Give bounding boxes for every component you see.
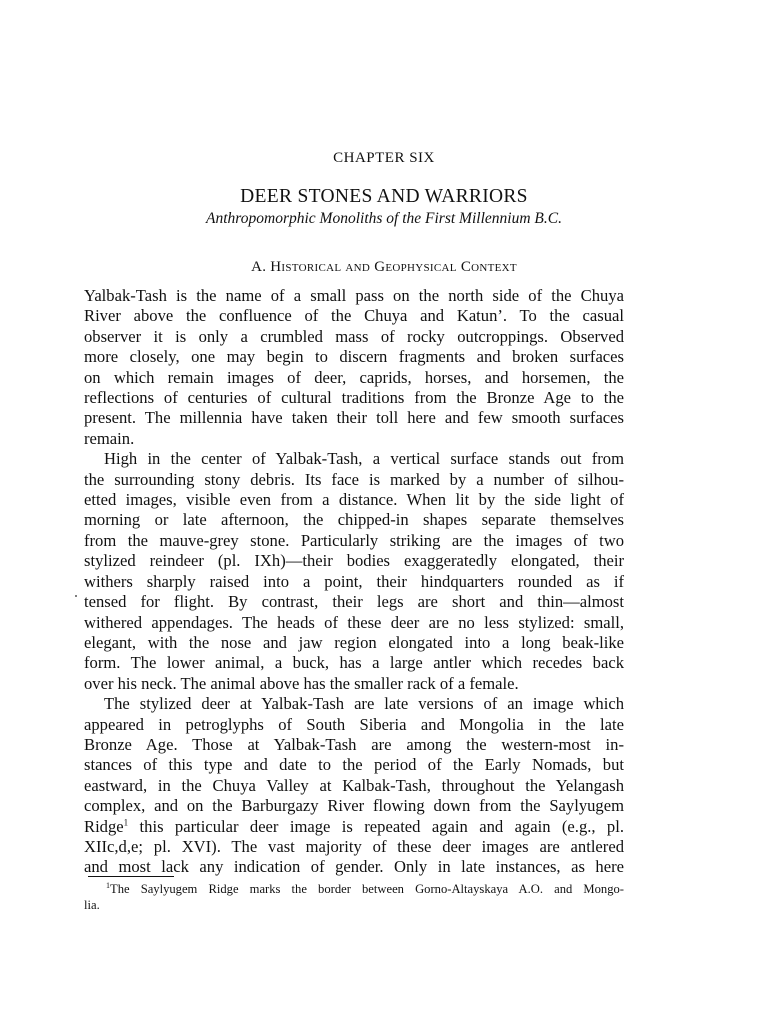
text-line: XIIc,d,e; pl. XVI). The vast majority of these deer images are antlered (84, 836, 624, 856)
chapter-label: CHAPTER SIX (333, 150, 435, 166)
chapter-title: DEER STONES AND WARRIORS (240, 186, 528, 207)
footnote-line (84, 881, 624, 897)
paragraph-3 (84, 694, 624, 878)
text-line: observer it is only a crumbled mass of rocky outcroppings. Observed (84, 326, 624, 346)
text-line: over his neck. The animal above has the smaller rack of a female. (84, 673, 519, 693)
text-line-with-footnote (84, 817, 624, 837)
text-line: appeared in petroglyphs of South Siberia and Mongolia in the late (84, 714, 624, 734)
text-line: stylized reindeer (pl. IXh)—their bodies exaggeratedly elongated, their (84, 551, 624, 571)
text-line: form. The lower animal, a buck, has a large antler which recedes back (84, 653, 624, 673)
text-line: remain. (84, 428, 135, 448)
text-line: tensed for flight. By contrast, their legs are short and thin—almost (84, 592, 624, 612)
footnote (84, 881, 624, 913)
text-line: The stylized deer at Yalbak-Tash are late versions of an image which (104, 694, 624, 714)
text-line: reflections of centuries of cultural traditions from the Bronze Age to the (84, 388, 624, 408)
paragraph-1 (84, 286, 624, 449)
paragraph-2 (84, 449, 624, 694)
text-line: the surrounding stony debris. Its face is marked by a number of silhou- (84, 469, 624, 489)
text-line: Yalbak-Tash is the name of a small pass on the north side of the Chuya (84, 286, 624, 305)
footnote-text: The Saylyugem Ridge marks the border between Gorno-Altayskaya A.O. and Mongo- (110, 882, 624, 896)
text-line: morning or late afternoon, the chipped-in shapes separate themselves (84, 510, 624, 530)
text-line: withers sharply raised into a point, their hindquarters rounded as if (84, 571, 624, 591)
text-line: stances of this type and date to the period of the Early Nomads, but (84, 755, 624, 775)
text-line: High in the center of Yalbak-Tash, a vertical surface stands out from (104, 449, 624, 469)
text-line: present. The millennia have taken their toll here and few smooth surfaces (84, 408, 624, 428)
text-line: from the mauve-grey stone. Particularly striking are the images of two (84, 530, 624, 550)
text-line: withered appendages. The heads of these deer are no less stylized: small, (84, 612, 624, 632)
text-line: more closely, one may begin to discern fragments and broken surfaces (84, 347, 624, 367)
footnote-divider (88, 876, 174, 877)
text-line: eastward, in the Chuya Valley at Kalbak-Tash, throughout the Yelangash (84, 775, 624, 795)
text-line: River above the confluence of the Chuya and Katun’. To the casual (84, 306, 624, 326)
scan-artifact-dot (75, 595, 77, 597)
text-line: etted images, visible even from a distance. When lit by the side light of (84, 490, 624, 510)
body-text (84, 286, 624, 878)
text-line: and most lack any indication of gender. Only in late instances, as here (84, 857, 624, 877)
text-line: elegant, with the nose and jaw region elongated into a long beak-like (84, 632, 624, 652)
section-heading: A. Historical and Geophysical Context (251, 259, 517, 275)
footnote-reference[interactable]: 1 (123, 817, 129, 828)
chapter-subtitle: Anthropomorphic Monoliths of the First Millennium B.C. (206, 210, 562, 227)
text-line: Bronze Age. Those at Yalbak-Tash are among the western-most in- (84, 734, 624, 754)
text-fragment: this particular deer image is repeated again and again (e.g., pl. (139, 816, 624, 836)
text-fragment: Ridge (84, 816, 124, 836)
text-line: on which remain images of deer, caprids, horses, and horsemen, the (84, 367, 624, 387)
text-line: complex, and on the Barburgazy River flowing down from the Saylyugem (84, 796, 624, 816)
footnote-number: 1 (106, 880, 110, 890)
footnote-line: lia. (84, 898, 100, 912)
